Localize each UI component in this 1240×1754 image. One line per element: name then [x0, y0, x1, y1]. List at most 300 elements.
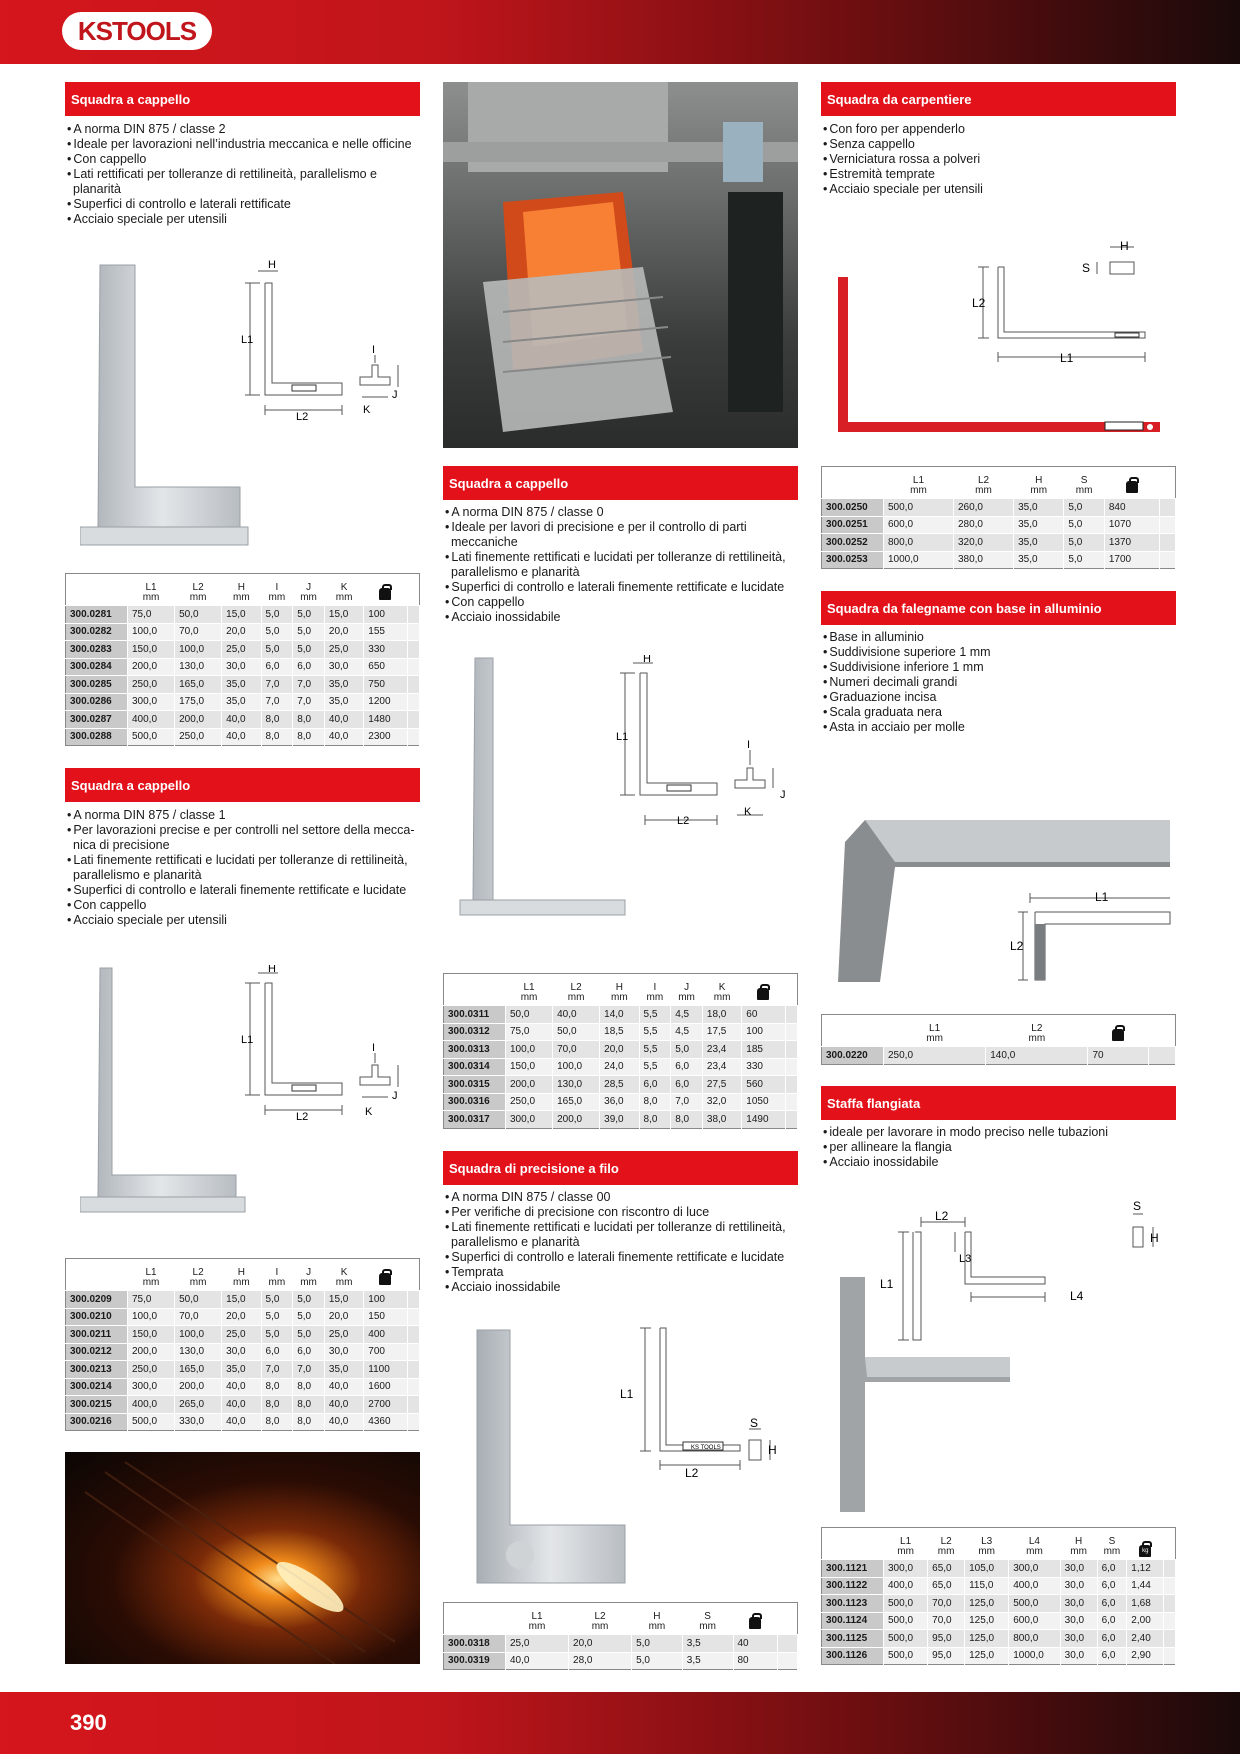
- section-title: Squadra da falegname con base in alluminio: [821, 591, 1176, 625]
- table-cell: 40,0: [222, 1378, 261, 1396]
- bullet-item: • Acciaio inossidabile: [443, 610, 798, 625]
- table-cell: 100,0: [128, 1308, 175, 1326]
- table-header-row: [822, 1015, 1176, 1047]
- table-cell: 8,0: [671, 1111, 703, 1129]
- weight-header: [733, 1603, 778, 1635]
- table-cell: 6,0: [671, 1076, 703, 1094]
- table-cell: 6,0: [1097, 1560, 1127, 1578]
- bullet-item: • Temprata: [443, 1265, 798, 1280]
- section-title: Squadra di precisione a filo: [443, 1151, 798, 1185]
- table-row: [822, 1595, 1176, 1613]
- dim-label-h: H: [643, 655, 651, 665]
- weight-header: [1127, 1528, 1164, 1560]
- table-cell: 115,0: [965, 1577, 1009, 1595]
- table-cell: 250,0: [506, 1093, 553, 1111]
- table-spacer: [407, 676, 420, 694]
- bullet-item: • Estremità temprate: [821, 167, 1176, 182]
- table-spacer: [1164, 1595, 1176, 1613]
- table-cell: 2,40: [1127, 1630, 1164, 1648]
- table-cell: 65,0: [928, 1560, 965, 1578]
- table-cell: 20,0: [222, 623, 261, 641]
- table-cell: 130,0: [553, 1076, 600, 1094]
- table-header-row: [822, 1528, 1176, 1560]
- dim-label-h: H: [1120, 239, 1129, 253]
- table-cell: 400,0: [1009, 1577, 1060, 1595]
- dim-label-l2: L2: [296, 411, 309, 423]
- table-row: [66, 658, 420, 676]
- bullet-item: • Ideale per lavorazioni nell’industria meccanica e nelle officine: [65, 137, 420, 152]
- table-cell: 20,0: [222, 1308, 261, 1326]
- bullet-item: • Base in alluminio: [821, 630, 1176, 645]
- spec-table: [821, 1527, 1176, 1665]
- dim-label-s: S: [750, 1416, 759, 1430]
- column-header: I mm: [261, 574, 293, 606]
- table-cell: 250,0: [884, 1047, 986, 1065]
- article-code: 300.0287: [66, 711, 128, 729]
- article-code: 300.0284: [66, 658, 128, 676]
- table-cell: 3,5: [682, 1635, 733, 1653]
- page-number: 390: [70, 1710, 107, 1735]
- table-header-row: [822, 467, 1176, 499]
- brand-logo: KSTOOLS: [62, 12, 212, 50]
- table-cell: 15,0: [324, 606, 363, 624]
- table-cell: 70,0: [928, 1612, 965, 1630]
- table-cell: 40,0: [324, 1413, 363, 1431]
- column-header: K mm: [324, 1259, 363, 1291]
- table-cell: 175,0: [175, 693, 222, 711]
- article-code: 300.0250: [822, 499, 884, 517]
- table-cell: 6,0: [639, 1076, 671, 1094]
- column-header: L2 mm: [175, 1259, 222, 1291]
- table-cell: 140,0: [986, 1047, 1088, 1065]
- table-cell: 4360: [364, 1413, 407, 1431]
- table-cell: 1490: [742, 1111, 785, 1129]
- table-cell: 30,0: [324, 1343, 363, 1361]
- article-code: 300.0286: [66, 693, 128, 711]
- header-cell-code: [66, 574, 128, 606]
- table-cell: 2700: [364, 1396, 407, 1414]
- table-cell: 30,0: [222, 658, 261, 676]
- column-header: H mm: [1060, 1528, 1097, 1560]
- table-cell: 200,0: [553, 1111, 600, 1129]
- table-spacer: [1164, 1630, 1176, 1648]
- table-cell: 125,0: [965, 1595, 1009, 1613]
- weight-header: [1104, 467, 1159, 499]
- table-cell: 700: [364, 1343, 407, 1361]
- table-cell: 20,0: [324, 623, 363, 641]
- dim-label-l2: L2: [935, 1209, 949, 1223]
- table-spacer: [407, 1291, 420, 1309]
- column-header: L4 mm: [1009, 1528, 1060, 1560]
- table-cell: 6,0: [1097, 1647, 1127, 1665]
- bullet-item: • Per lavorazioni precise e per controlli nel settore della mecca- nica di precisione: [65, 823, 420, 853]
- dim-label-k: K: [744, 806, 752, 818]
- column-header: I mm: [261, 1259, 293, 1291]
- table-cell: 1600: [364, 1378, 407, 1396]
- dim-label-s: S: [1082, 261, 1091, 275]
- table-cell: 150,0: [128, 641, 175, 659]
- table-cell: 250,0: [128, 676, 175, 694]
- bullet-list: [65, 122, 420, 227]
- bullet-item: • Numeri decimali grandi: [821, 675, 1176, 690]
- table-row: [66, 641, 420, 659]
- header-cell-code: [444, 1603, 506, 1635]
- table-cell: 7,0: [261, 676, 293, 694]
- table-spacer: [407, 641, 420, 659]
- table-cell: 5,0: [261, 1326, 293, 1344]
- dim-label-l1: L1: [620, 1387, 634, 1401]
- table-spacer: [407, 1413, 420, 1431]
- table-spacer: [407, 658, 420, 676]
- table-row: [66, 1291, 420, 1309]
- table-cell: 100,0: [128, 623, 175, 641]
- article-code: 300.0283: [66, 641, 128, 659]
- column-header: H mm: [222, 1259, 261, 1291]
- table-cell: 5,5: [639, 1041, 671, 1059]
- table-cell: 35,0: [1014, 499, 1064, 517]
- table-cell: 8,0: [261, 711, 293, 729]
- product-image-square: [835, 1192, 1175, 1512]
- bullet-item: • A norma DIN 875 / classe 2: [65, 122, 420, 137]
- bullet-item: • Lati finemente rettificati e lucidati per tolleranze di rettilineità, parallelismo e planarità: [65, 853, 420, 883]
- header-spacer: [1148, 1015, 1175, 1047]
- column-header: J mm: [671, 974, 703, 1006]
- article-code: 300.0209: [66, 1291, 128, 1309]
- table-cell: 17,5: [702, 1023, 741, 1041]
- bullet-item: • Scala graduata nera: [821, 705, 1176, 720]
- table-cell: 500,0: [128, 728, 175, 746]
- table-cell: 5,0: [261, 606, 293, 624]
- article-code: 300.0215: [66, 1396, 128, 1414]
- table-cell: 500,0: [1009, 1595, 1060, 1613]
- header-spacer: [778, 1603, 798, 1635]
- table-row: [444, 1635, 798, 1653]
- table-row: [822, 1647, 1176, 1665]
- bullet-list: [65, 808, 420, 928]
- table-spacer: [407, 1326, 420, 1344]
- bullet-item: • A norma DIN 875 / classe 00: [443, 1190, 798, 1205]
- spec-table: [65, 1258, 420, 1431]
- article-code: 300.0216: [66, 1413, 128, 1431]
- bullet-item: • Ideale per lavori di precisione e per il controllo di parti meccaniche: [443, 520, 798, 550]
- bullet-item: • Senza cappello: [821, 137, 1176, 152]
- table-cell: 5,5: [639, 1023, 671, 1041]
- table-cell: 100,0: [175, 1326, 222, 1344]
- table-cell: 200,0: [506, 1076, 553, 1094]
- table-cell: 6,0: [261, 1343, 293, 1361]
- bullet-item: • Superfici di controllo e laterali finemente rettificate e lucidate: [65, 883, 420, 898]
- table-cell: 30,0: [1060, 1577, 1097, 1595]
- table-cell: 35,0: [222, 693, 261, 711]
- table-row: [444, 1111, 798, 1129]
- table-spacer: [407, 693, 420, 711]
- table-cell: 40,0: [324, 1378, 363, 1396]
- footer-bar: [0, 1692, 1240, 1754]
- column-header: L1 mm: [128, 1259, 175, 1291]
- bullet-item: • Verniciatura rossa a polveri: [821, 152, 1176, 167]
- table-spacer: [1148, 1047, 1175, 1065]
- table-row: [66, 1343, 420, 1361]
- table-cell: 38,0: [702, 1111, 741, 1129]
- table-row: [66, 728, 420, 746]
- article-code: 300.1126: [822, 1647, 884, 1665]
- table-cell: 200,0: [128, 1343, 175, 1361]
- table-cell: 15,0: [324, 1291, 363, 1309]
- bullet-list: [821, 122, 1176, 197]
- table-cell: 6,0: [1097, 1630, 1127, 1648]
- table-cell: 50,0: [506, 1006, 553, 1024]
- section-title: Squadra da carpentiere: [821, 82, 1176, 116]
- column-header: L2 mm: [986, 1015, 1088, 1047]
- table-spacer: [407, 728, 420, 746]
- table-row: [822, 516, 1176, 534]
- table-cell: 25,0: [324, 641, 363, 659]
- table-cell: 1,68: [1127, 1595, 1164, 1613]
- column-header: J mm: [293, 574, 325, 606]
- table-cell: 150,0: [506, 1058, 553, 1076]
- article-code: 300.1123: [822, 1595, 884, 1613]
- table-row: [444, 1652, 798, 1670]
- header-spacer: [407, 1259, 420, 1291]
- table-cell: 600,0: [1009, 1612, 1060, 1630]
- table-cell: 165,0: [175, 676, 222, 694]
- dim-label-k: K: [363, 404, 371, 416]
- column-header: L1 mm: [128, 574, 175, 606]
- table-cell: 5,5: [639, 1006, 671, 1024]
- table-cell: 1,12: [1127, 1560, 1164, 1578]
- table-row: [444, 1076, 798, 1094]
- table-cell: 40,0: [222, 711, 261, 729]
- table-cell: 130,0: [175, 658, 222, 676]
- table-cell: 35,0: [1014, 551, 1064, 569]
- weight-icon: [1112, 1029, 1124, 1041]
- table-cell: 18,5: [600, 1023, 639, 1041]
- table-cell: 150,0: [128, 1326, 175, 1344]
- bullet-item: • Lati finemente rettificati e lucidati per tolleranze di rettilineità, parallelismo e planarità: [443, 1220, 798, 1250]
- bullet-item: • Lati rettificati per tolleranze di rettilineità, parallelismo e planarità: [65, 167, 420, 197]
- table-spacer: [778, 1635, 798, 1653]
- table-cell: 75,0: [128, 606, 175, 624]
- spec-table: [821, 1014, 1176, 1065]
- table-cell: 28,0: [569, 1652, 632, 1670]
- table-spacer: [785, 1006, 798, 1024]
- table-row: [66, 1413, 420, 1431]
- article-code: 300.0314: [444, 1058, 506, 1076]
- table-cell: 30,0: [1060, 1630, 1097, 1648]
- table-cell: 5,5: [639, 1058, 671, 1076]
- table-cell: 1100: [364, 1361, 407, 1379]
- table-header-row: [66, 574, 420, 606]
- table-cell: 50,0: [553, 1023, 600, 1041]
- table-row: [444, 1006, 798, 1024]
- table-spacer: [407, 1378, 420, 1396]
- article-code: 300.0252: [822, 534, 884, 552]
- column-header: I mm: [639, 974, 671, 1006]
- table-spacer: [407, 623, 420, 641]
- article-code: 300.0312: [444, 1023, 506, 1041]
- table-cell: 380,0: [953, 551, 1013, 569]
- table-cell: 40,0: [222, 1396, 261, 1414]
- dim-label-l2: L2: [1010, 939, 1024, 953]
- table-cell: 165,0: [553, 1093, 600, 1111]
- table-cell: 32,0: [702, 1093, 741, 1111]
- table-spacer: [785, 1076, 798, 1094]
- table-spacer: [1160, 516, 1176, 534]
- table-cell: 6,0: [1097, 1577, 1127, 1595]
- table-cell: 1370: [1104, 534, 1159, 552]
- table-cell: 40,0: [324, 1396, 363, 1414]
- dim-label-l2: L2: [972, 296, 986, 310]
- table-cell: 500,0: [884, 1612, 928, 1630]
- table-cell: 8,0: [293, 1413, 325, 1431]
- dim-label-l2: L2: [677, 815, 690, 827]
- table-cell: 7,0: [671, 1093, 703, 1111]
- dim-label-i: I: [747, 739, 751, 751]
- table-cell: 500,0: [128, 1413, 175, 1431]
- table-cell: 70,0: [553, 1041, 600, 1059]
- table-cell: 2,90: [1127, 1647, 1164, 1665]
- bullet-item: • A norma DIN 875 / classe 1: [65, 808, 420, 823]
- table-spacer: [785, 1023, 798, 1041]
- table-cell: 300,0: [884, 1560, 928, 1578]
- table-cell: 5,0: [293, 641, 325, 659]
- article-code: 300.0210: [66, 1308, 128, 1326]
- table-cell: 1000,0: [1009, 1647, 1060, 1665]
- table-cell: 60: [742, 1006, 785, 1024]
- table-cell: 8,0: [261, 1396, 293, 1414]
- table-cell: 200,0: [175, 1378, 222, 1396]
- section-title: Staffa flangiata: [821, 1086, 1176, 1120]
- column-header: L1 mm: [884, 1015, 986, 1047]
- table-cell: 23,4: [702, 1041, 741, 1059]
- article-code: 300.1125: [822, 1630, 884, 1648]
- table-cell: 500,0: [884, 1647, 928, 1665]
- table-cell: 650: [364, 658, 407, 676]
- table-cell: 50,0: [175, 1291, 222, 1309]
- bullet-item: • Acciaio inossidabile: [443, 1280, 798, 1295]
- dim-label-h: H: [768, 1443, 777, 1457]
- product-image-square: [80, 255, 410, 560]
- table-cell: 1070: [1104, 516, 1159, 534]
- table-spacer: [785, 1041, 798, 1059]
- table-cell: 50,0: [175, 606, 222, 624]
- column-header: L2 mm: [553, 974, 600, 1006]
- header-cell-code: [66, 1259, 128, 1291]
- article-code: 300.0319: [444, 1652, 506, 1670]
- table-cell: 2300: [364, 728, 407, 746]
- dim-label-j: J: [780, 789, 786, 801]
- table-cell: 300,0: [1009, 1560, 1060, 1578]
- table-cell: 330,0: [175, 1413, 222, 1431]
- table-row: [66, 1361, 420, 1379]
- table-cell: 6,0: [671, 1058, 703, 1076]
- table-row: [822, 499, 1176, 517]
- header-cell-code: [822, 1015, 884, 1047]
- table-cell: 23,4: [702, 1058, 741, 1076]
- table-cell: 750: [364, 676, 407, 694]
- bullet-list: [443, 1190, 798, 1295]
- table-cell: 20,0: [569, 1635, 632, 1653]
- bullet-item: • Acciaio speciale per utensili: [65, 212, 420, 227]
- table-cell: 200,0: [128, 658, 175, 676]
- article-code: 300.0211: [66, 1326, 128, 1344]
- table-cell: 2,00: [1127, 1612, 1164, 1630]
- table-cell: 250,0: [175, 728, 222, 746]
- table-cell: 100,0: [506, 1041, 553, 1059]
- article-code: 300.1124: [822, 1612, 884, 1630]
- table-cell: 40,0: [222, 728, 261, 746]
- table-cell: 265,0: [175, 1396, 222, 1414]
- table-cell: 40: [733, 1635, 778, 1653]
- table-cell: 8,0: [293, 1378, 325, 1396]
- table-cell: 95,0: [928, 1630, 965, 1648]
- table-row: [822, 1047, 1176, 1065]
- logo-mark: KS TOOLS: [691, 1445, 721, 1451]
- table-cell: 35,0: [222, 676, 261, 694]
- table-spacer: [778, 1652, 798, 1670]
- weight-icon: [1126, 481, 1138, 493]
- bullet-item: • Con cappello: [65, 152, 420, 167]
- table-spacer: [785, 1111, 798, 1129]
- table-cell: 8,0: [639, 1093, 671, 1111]
- weight-header: [1088, 1015, 1148, 1047]
- article-code: 300.0281: [66, 606, 128, 624]
- dim-label-h: H: [268, 965, 276, 975]
- table-cell: 5,0: [293, 1291, 325, 1309]
- header-cell-code: [822, 467, 884, 499]
- table-cell: 300,0: [128, 693, 175, 711]
- table-cell: 40,0: [324, 728, 363, 746]
- dim-label-l4: L4: [1070, 1289, 1084, 1303]
- table-cell: 6,0: [261, 658, 293, 676]
- spec-table: [821, 466, 1176, 569]
- table-cell: 30,0: [1060, 1595, 1097, 1613]
- dim-label-i: I: [372, 344, 376, 356]
- table-cell: 8,0: [639, 1111, 671, 1129]
- table-cell: 20,0: [324, 1308, 363, 1326]
- column-header: H mm: [632, 1603, 683, 1635]
- table-cell: 125,0: [965, 1612, 1009, 1630]
- table-cell: 15,0: [222, 1291, 261, 1309]
- product-image-square: [835, 812, 1175, 987]
- table-cell: 75,0: [128, 1291, 175, 1309]
- bullet-item: • ideale per lavorare in modo preciso nelle tubazioni: [821, 1125, 1176, 1140]
- table-cell: 300,0: [506, 1111, 553, 1129]
- table-cell: 500,0: [884, 499, 954, 517]
- bullet-item: • Acciaio inossidabile: [821, 1155, 1176, 1170]
- table-cell: 6,0: [293, 1343, 325, 1361]
- table-cell: 40,0: [324, 711, 363, 729]
- table-row: [444, 1058, 798, 1076]
- bullet-list: [821, 1125, 1176, 1170]
- table-spacer: [407, 1308, 420, 1326]
- table-cell: 65,0: [928, 1577, 965, 1595]
- product-image-square: [465, 1325, 795, 1595]
- table-cell: 5,0: [293, 623, 325, 641]
- table-cell: 200,0: [175, 711, 222, 729]
- table-cell: 1200: [364, 693, 407, 711]
- table-row: [822, 1577, 1176, 1595]
- table-cell: 8,0: [293, 711, 325, 729]
- spec-table: [65, 573, 420, 746]
- section-title: Squadra a cappello: [65, 82, 420, 116]
- table-cell: 320,0: [953, 534, 1013, 552]
- table-cell: 1000,0: [884, 551, 954, 569]
- dim-label-s: S: [1133, 1199, 1142, 1213]
- table-cell: 28,5: [600, 1076, 639, 1094]
- table-spacer: [1164, 1612, 1176, 1630]
- table-spacer: [1160, 499, 1176, 517]
